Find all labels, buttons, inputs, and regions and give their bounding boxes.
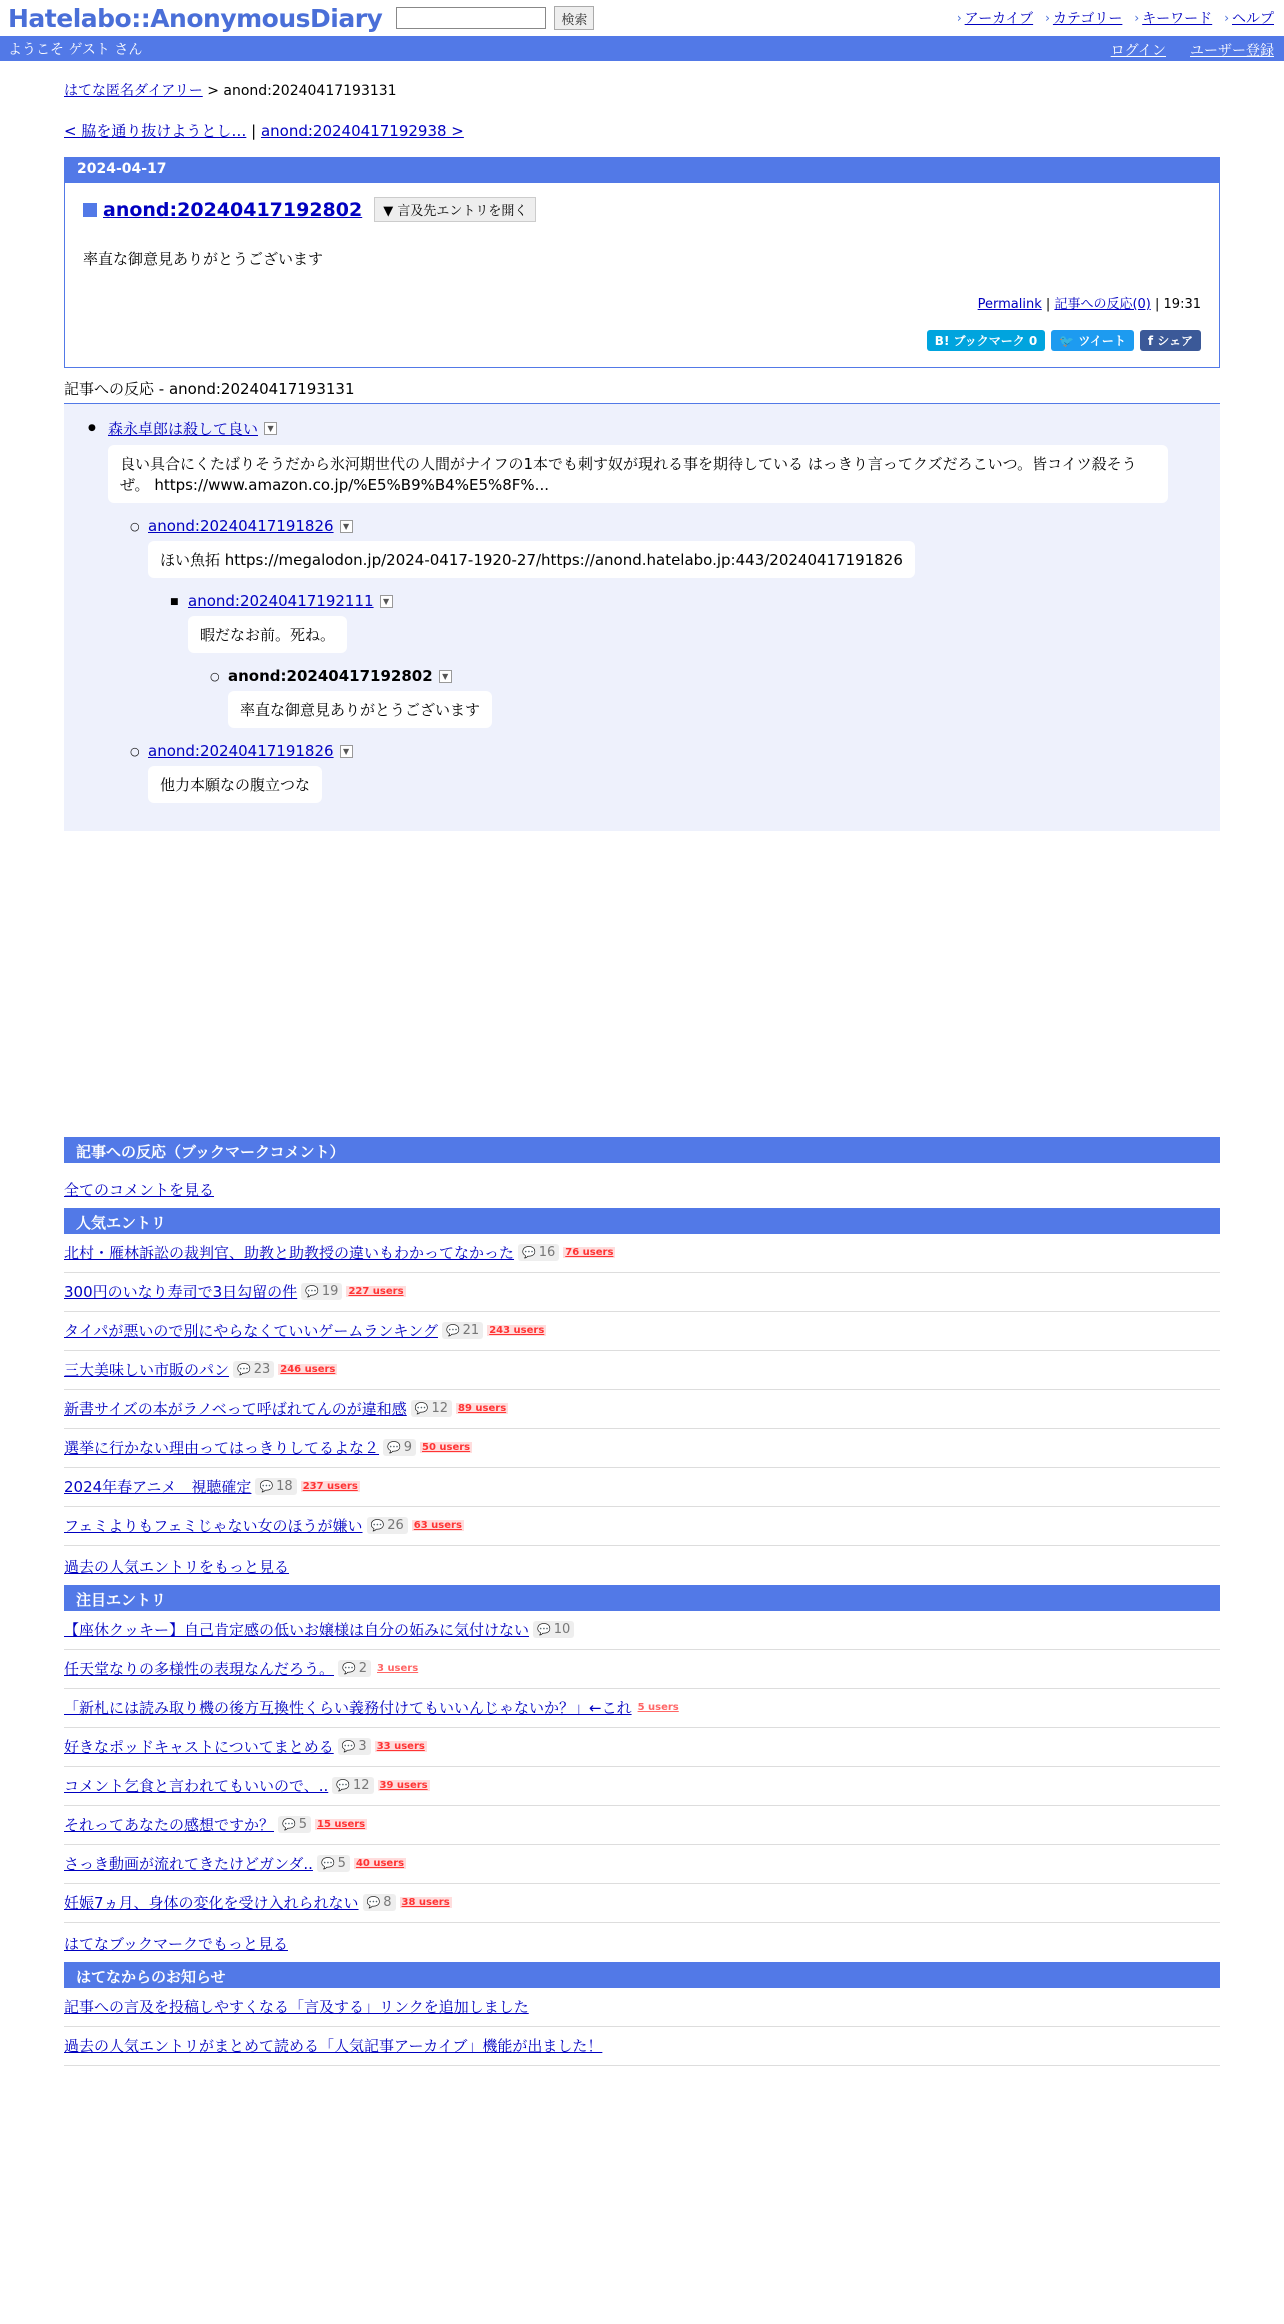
entry-section — [64, 157, 1220, 368]
main-content — [64, 80, 1220, 2066]
comment-number: 21 — [462, 1323, 480, 1338]
entry-row-title[interactable]: それってあなたの感想ですか？ — [64, 1816, 275, 1834]
bookmark-users-badge[interactable]: 243 users — [489, 1325, 545, 1336]
comment-count[interactable] — [383, 1439, 416, 1456]
reaction-author[interactable]: ○ anond:20240417191826 — [148, 742, 334, 760]
reaction-text: 率直な御意見ありがとうございます — [228, 691, 492, 728]
reaction-text: 暇だなお前。死ね。 — [188, 616, 347, 653]
notice-item: 記事への言及を投稿しやすくなる「言及する」リンクを追加しました — [64, 1988, 1220, 2027]
entry-row — [64, 1806, 1220, 1845]
comment-count[interactable] — [301, 1283, 342, 1300]
entry-row-title[interactable]: 「新札には読み取り機の後方互換性くらい義務付けてもいいんじゃないか？」←これ — [64, 1699, 632, 1717]
facebook-share-button[interactable]: f シェア — [1140, 330, 1201, 351]
dropdown-icon[interactable]: ▼ — [340, 745, 353, 758]
entry-row-title[interactable]: タイパが悪いので別にやらなくていいゲームランキング — [64, 1322, 438, 1340]
comment-icon: 💬 — [414, 1402, 429, 1415]
bookmark-users-badge[interactable]: 237 users — [302, 1481, 358, 1492]
social-buttons — [83, 330, 1201, 351]
bookmark-users-badge[interactable]: 39 users — [379, 1780, 428, 1791]
register-link[interactable]: ユーザー登録 — [1190, 43, 1274, 59]
comment-icon: 💬 — [537, 1623, 551, 1636]
twitter-icon: 🐦 — [1059, 334, 1079, 348]
entry-row-title[interactable]: 新書サイズの本がラノベって呼ばれてんのが違和感 — [64, 1400, 407, 1418]
site-logo[interactable]: Hatelabo::AnonymousDiary — [8, 3, 383, 33]
dropdown-icon[interactable]: ▼ — [264, 422, 277, 435]
comment-count[interactable] — [338, 1738, 371, 1755]
bookmark-users-badge[interactable]: 63 users — [413, 1520, 462, 1531]
reaction-author: ○ anond:20240417192802 — [228, 667, 433, 685]
comment-icon: 💬 — [370, 1519, 385, 1532]
notable-more-link[interactable]: はてなブックマークでもっと見る — [64, 1935, 288, 1953]
entry-row — [64, 1390, 1220, 1429]
reaction-item — [148, 517, 1206, 578]
comment-number: 8 — [383, 1895, 392, 1910]
comment-icon: 💬 — [305, 1285, 319, 1298]
comment-number: 19 — [321, 1284, 339, 1299]
entry-row-title[interactable]: 選挙に行かない理由ってはっきりしてるよな２ — [64, 1439, 380, 1457]
reaction-item — [228, 667, 1206, 728]
entry-title[interactable]: anond:20240417192802 — [103, 198, 363, 221]
entry-row — [64, 1507, 1220, 1546]
reaction-item — [188, 592, 1206, 653]
comment-icon: 💬 — [366, 1896, 381, 1909]
bookmark-users-badge[interactable]: 246 users — [280, 1364, 336, 1375]
entry-row — [64, 1884, 1220, 1923]
comment-count[interactable] — [363, 1894, 396, 1911]
entry-row — [64, 1234, 1220, 1273]
entry-row — [64, 1273, 1220, 1312]
entry-row-title[interactable]: コメント乞食と言われてもいいので、.. — [64, 1777, 329, 1795]
entry-meta: Permalink | 記事への反応(0) | 19:31 — [977, 297, 1201, 312]
prev-entry-link[interactable]: < 脇を通り抜けようとし… — [64, 122, 247, 140]
comment-count[interactable] — [332, 1777, 373, 1794]
bookmark-users-badge[interactable]: 227 users — [348, 1286, 404, 1297]
entry-row-title[interactable]: フェミよりもフェミじゃない女のほうが嫌い — [64, 1517, 363, 1535]
nav-archive[interactable]: › アーカイブ — [956, 11, 1034, 27]
chevron-right-icon: › — [1134, 11, 1140, 25]
header — [0, 0, 1284, 36]
reaction-item — [108, 418, 1206, 503]
comment-number: 9 — [403, 1440, 412, 1455]
reaction-author[interactable]: ● 森永卓郎は殺して良い — [108, 420, 259, 438]
dropdown-icon[interactable]: ▼ — [340, 520, 353, 533]
comment-count[interactable] — [317, 1855, 350, 1872]
notable-list — [64, 1611, 1220, 1923]
hatena-bookmark-button[interactable]: B! ブックマーク 0 — [927, 330, 1046, 351]
reaction-author[interactable]: ■ anond:20240417192111 — [188, 592, 374, 610]
notice-header: はてなからのお知らせ — [64, 1962, 1220, 1988]
entry-row — [64, 1728, 1220, 1767]
dropdown-icon[interactable]: ▼ — [439, 670, 452, 683]
comment-icon: 💬 — [282, 1818, 296, 1831]
entry-row — [64, 1611, 1220, 1650]
entry-time: 19:31 — [1163, 297, 1201, 312]
comment-count[interactable] — [518, 1244, 559, 1261]
comment-icon: 💬 — [522, 1246, 536, 1259]
bookmark-users-badge[interactable]: 89 users — [458, 1403, 507, 1414]
entry-row-title[interactable]: 北村・雁林訴訟の裁判官、助教と助教授の違いもわかってなかった — [64, 1244, 515, 1262]
comment-number: 18 — [276, 1479, 293, 1494]
comment-count[interactable] — [442, 1322, 483, 1339]
entry-row — [64, 1468, 1220, 1507]
reactions-title: 記事への反応 - anond:20240417193131 — [64, 378, 1220, 404]
entry-row — [64, 1845, 1220, 1884]
nav-keyword[interactable]: › キーワード — [1134, 11, 1213, 27]
comment-number: 12 — [431, 1401, 449, 1416]
popular-list — [64, 1234, 1220, 1546]
entry-row — [64, 1429, 1220, 1468]
bookmark-users-badge[interactable]: 3 users — [377, 1663, 419, 1674]
entry-row-title[interactable]: 三大美味しい市販のパン — [64, 1361, 230, 1379]
all-comments-link[interactable]: 全てのコメントを見る — [64, 1181, 215, 1199]
breadcrumb — [64, 80, 1220, 100]
facebook-icon: f — [1147, 334, 1158, 348]
comment-number: 26 — [387, 1518, 404, 1533]
reactions-tree — [64, 404, 1220, 831]
popular-more-link[interactable]: 過去の人気エントリをもっと見る — [64, 1558, 290, 1576]
reactions-link[interactable]: 記事への反応(0) — [1054, 297, 1151, 312]
notable-header: 注目エントリ — [64, 1585, 1220, 1611]
bookmark-users-badge[interactable]: 76 users — [565, 1247, 614, 1258]
entry-row-title[interactable]: 好きなポッドキャストについてまとめる — [64, 1738, 334, 1756]
permalink[interactable]: Permalink — [977, 297, 1042, 312]
comment-icon: 💬 — [336, 1779, 350, 1792]
nav-category[interactable]: › カテゴリー — [1045, 11, 1123, 27]
entry-row — [64, 1312, 1220, 1351]
comment-number: 12 — [352, 1778, 370, 1793]
reaction-text: ほい魚拓 https://megalodon.jp/2024-0417-1920-27/https://anond.hatelabo.jp:443/20240417191826 — [148, 541, 915, 578]
nav-help[interactable]: › ヘルプ — [1224, 11, 1274, 27]
breadcrumb-separator: > — [207, 83, 219, 99]
entry-date: 2024-04-17 — [65, 158, 1219, 183]
popular-header: 人気エントリ — [64, 1208, 1220, 1234]
entry-row-title[interactable]: 妊娠7ヵ月、身体の変化を受け入れられない — [64, 1894, 359, 1912]
bookmark-users-badge[interactable]: 15 users — [317, 1819, 366, 1830]
comment-count[interactable] — [411, 1400, 452, 1417]
reaction-text: 良い具合にくたばりそうだから氷河期世代の人間がナイフの1本でも刺す奴が現れる事を期待している はっきり言ってクズだろこいつ。皆コイツ殺そうぜ。 https://www.amazon.co.jp/%E5%B9%B4%E5%8F%... — [108, 445, 1168, 503]
pager — [64, 120, 1220, 141]
chevron-right-icon: › — [1224, 11, 1229, 25]
comment-number: 23 — [253, 1362, 271, 1377]
ad-space — [64, 831, 1220, 1137]
comment-count[interactable] — [533, 1621, 574, 1638]
notice-item: 過去の人気エントリがまとめて読める「人気記事アーカイブ」機能が出ました！ — [64, 2027, 1220, 2066]
reaction-item — [148, 742, 1206, 803]
comment-count[interactable] — [255, 1478, 296, 1495]
comment-number: 10 — [553, 1622, 571, 1637]
bookmark-users-badge[interactable]: 33 users — [376, 1741, 425, 1752]
entry-row-title[interactable]: 任天堂なりの多様性の表現なんだろう。 — [64, 1660, 335, 1678]
bookmark-users-badge[interactable]: 38 users — [401, 1897, 450, 1908]
welcome-bar — [0, 36, 1284, 61]
entry-row — [64, 1351, 1220, 1390]
bookmark-users-badge[interactable]: 40 users — [355, 1858, 405, 1869]
comment-count[interactable] — [367, 1517, 408, 1534]
breadcrumb-home[interactable]: はてな匿名ダイアリー — [64, 83, 203, 99]
entry-row — [64, 1767, 1220, 1806]
comment-icon: 💬 — [237, 1363, 251, 1376]
next-entry-link[interactable]: anond:20240417192938 > — [260, 122, 464, 140]
entry-row-title[interactable]: 300円のいなり寿司で3日勾留の件 — [64, 1283, 298, 1301]
comment-number: 5 — [337, 1856, 346, 1871]
comment-count[interactable] — [338, 1660, 371, 1677]
login-link[interactable]: ログイン — [1110, 43, 1166, 59]
reaction-text: 他力本願なの腹立つな — [148, 766, 322, 803]
breadcrumb-current: anond:20240417193131 — [223, 83, 397, 99]
comment-icon: 💬 — [259, 1480, 274, 1493]
open-referenced-button[interactable]: ▼ 言及先エントリを開く — [374, 197, 536, 222]
comment-icon: 💬 — [387, 1441, 401, 1454]
entry-square-icon — [83, 203, 97, 217]
chevron-right-icon: › — [1045, 11, 1050, 25]
entry-row-title[interactable]: 2024年春アニメ 視聴確定 — [64, 1478, 252, 1496]
comment-number: 2 — [358, 1661, 367, 1676]
comment-number: 16 — [538, 1245, 556, 1260]
welcome-text: ようこそ ゲスト さん — [8, 41, 143, 58]
chevron-right-icon: › — [956, 11, 962, 25]
top-nav — [957, 8, 1274, 28]
comment-icon: 💬 — [445, 1324, 460, 1337]
entry-text: 率直な御意見ありがとうございます — [83, 250, 324, 268]
search-input[interactable] — [396, 7, 546, 29]
comment-count[interactable] — [233, 1361, 274, 1378]
comment-number: 3 — [358, 1739, 367, 1754]
comment-number: 5 — [298, 1817, 307, 1832]
search-button[interactable]: 検索 — [554, 6, 594, 30]
comment-icon: 💬 — [341, 1740, 356, 1753]
entry-row — [64, 1650, 1220, 1689]
entry-row — [64, 1689, 1220, 1728]
reaction-author[interactable]: ○ anond:20240417191826 — [148, 517, 334, 535]
bookmark-comments-header: 記事への反応（ブックマークコメント） — [64, 1137, 1220, 1163]
dropdown-icon[interactable]: ▼ — [380, 595, 393, 608]
comment-count[interactable] — [278, 1816, 311, 1833]
tweet-button[interactable]: 🐦 ツイート — [1051, 330, 1134, 351]
pager-separator: | — [251, 122, 257, 140]
bookmark-users-badge[interactable]: 50 users — [422, 1442, 471, 1453]
comment-icon: 💬 — [320, 1857, 335, 1870]
comment-icon: 💬 — [342, 1662, 356, 1675]
entry-row-title[interactable]: 【座休クッキー】自己肯定感の低いお嬢様は自分の妬みに気付けない — [64, 1621, 530, 1639]
entry-row-title[interactable]: さっき動画が流れてきたけどガンダ.. — [64, 1855, 313, 1873]
bookmark-users-badge[interactable]: 5 users — [637, 1702, 679, 1713]
